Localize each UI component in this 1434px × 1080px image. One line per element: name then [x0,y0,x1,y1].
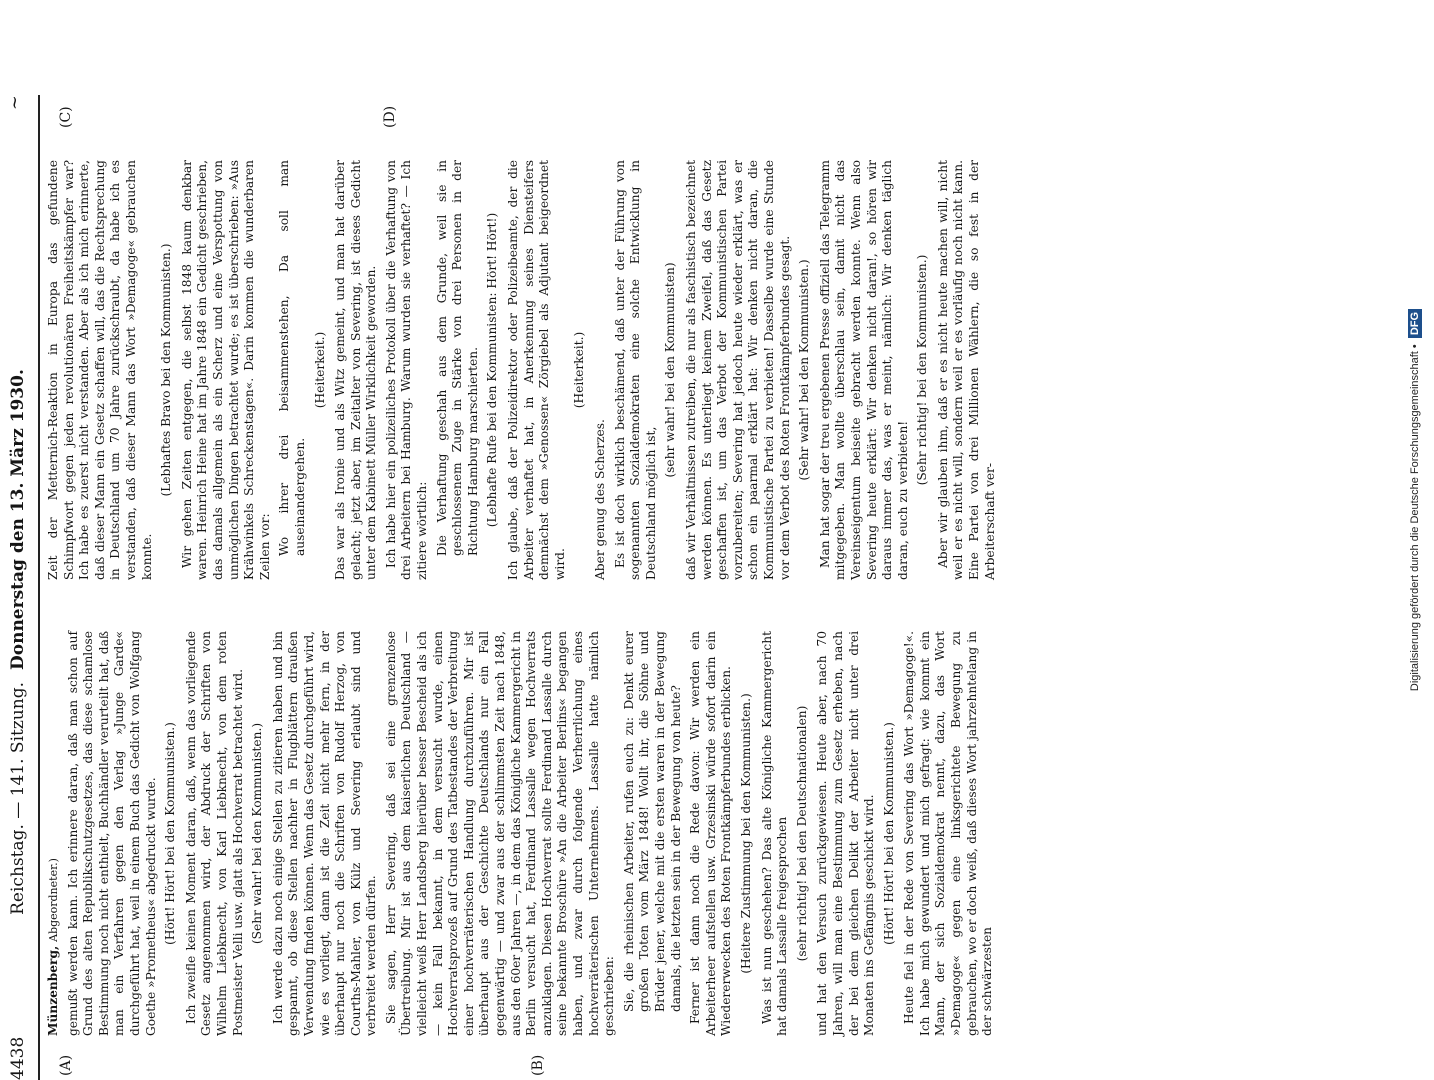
margin-marker-d: (D) [382,105,398,128]
paragraph: Heute fiel in der Rede von Severing das Wort »Demagoge!«. Ich habe mich gewundert und mich gefragt: wie kommt ein Mann, der sich Sozialdemokrat nennt, dazu, das Wort »Demagoge« gegen eine linksgerichtete Bewegung zu gebrauchen, wo er doch weiß, daß dieses Wort jahrzehntelang in der schwärzesten [902,631,995,1036]
speaker-line [46,631,62,1036]
interjection: (Lebhaftes Bravo bei den Kommunisten.) [159,243,174,497]
speaker-name: Münzenberg, [46,945,60,1036]
digitization-credit [1402,8,1428,992]
interjection: (sehr richtig! bei den Deutschnationalen) [794,705,809,962]
interjection: (sehr wahr! bei den Kommunisten) [663,262,678,478]
left-column-body [66,631,996,1036]
paragraph: Ich habe hier ein polizeiliches Protokoll über die Verhaftung von drei Arbeitern bei Hamburg. Warum wurden sie verhaftet? — Ich zitiere wörtlich: [383,160,430,580]
paragraph: Das war als Ironie und als Witz gemeint, und man hat darüber gelacht; jetzt aber, im Zeitalter von Severing, ist dieses Gedicht unter dem Kabinett Müller Wirklichkeit geworden. [333,160,379,580]
paragraph: Ich zweifle keinen Moment daran, daß, wenn das vorliegende Gesetz angenommen wird, der Abdruck der Schriften von Wilhelm Liebknecht, von Karl Liebknecht, von dem roten Postmeister Velli usw. glatt als Hochverrat betrachtet wird. [183,631,245,1036]
corner-mark: ~ [4,95,25,111]
paragraph: Was ist nun geschehen? Das alte Königliche Kammergericht hat damals Lassalle freigesprochen [759,631,790,1036]
paragraph: gemußt werden kann. Ich erinnere daran, daß man schon auf Grund des alten Republikschutzgesetzes, das diese schamlose Bestimmung noch nicht enthielt, Buchhändler verurteilt hat, daß man ein Verfahren gegen den Verlag »Junge Garde« durchgeführt hat, weil in einem Buch das Gedicht von Wolfgang Goethe »Prometheus« abgedruckt wurde. [65,631,158,1036]
interjection: (Heiterkeit.) [312,331,327,409]
quotation: Wo ihrer drei beisammenstehen, Da soll man auseinandergehen. [277,160,307,556]
header-rule [38,95,40,1080]
margin-marker-a: (A) [58,1054,74,1076]
paragraph: Zeit der Metternich-Reaktion in Europa das gefundene Schimpfwort gegen jeden revolutionären Freiheitskämpfer war? Ich habe es zuerst nicht verstanden. Aber als ich mich erinnerte, daß dieser Mann ein Gesetz schaffen will, das die Rechtsprechung in Deutschland um 70 Jahre zurückschraubt, da habe ich es verstanden, daß dieser Mann das Wort »Demagoge« gebrauchen konnte. [46,160,154,580]
interjection: (Sehr wahr! bei den Kommunisten.) [797,259,812,481]
left-text-column [46,631,1000,1036]
interjection: (Hört! Hört! bei den Kommunisten.) [881,722,896,945]
speaker-role: Abgeordneter.) [47,858,60,942]
dfg-logo: DFG [1408,309,1422,338]
page-number: 4438 [8,1036,28,1080]
interjection: (Heiterkeit.) [572,331,587,409]
session-date: Donnerstag den 13. März 1930. [8,369,28,670]
paragraph: Aber genug des Scherzes. [593,419,607,580]
paragraph: Ferner ist dann noch die Rede davon: Wir werden ein Arbeiterheer aufstellen usw. Grzesinski würde sofort darin ein Wiedererwecken des Roten Frontkämpferbundes erblicken. [688,631,734,1036]
credit-text: Digitalisierung gefördert durch die Deutsche Forschungsgemeinschaft • [1409,344,1421,692]
paragraph: Es ist doch wirklich beschämend, daß unter der Führung von sogenannten Sozialdemokraten eine solche Entwicklung in Deutschland möglich ist, [612,160,658,580]
right-text-column [46,160,1002,580]
right-column-body [46,160,998,580]
margin-marker-b: (B) [530,1054,546,1076]
paragraph: Ich werde dazu noch einige Stellen zu zitieren haben und bin gespannt, ob diese Stellen nachher in Flugblättern draußen Verwendung finden können. Wenn das Gesetz durchgeführt wird, wie es vorliegt, dann ist die Zeit nicht mehr fern, in der überhaupt nur noch die Schriften von Rudolf Herzog, von Courths-Mahler, von Külz und Severing erlaubt sind und verbreitet werden dürfen. [270,631,379,1036]
paragraph: Ich glaube, daß der Polizeidirektor oder Polizeibeamte, der die Arbeiter verhaftet hat, in Anerkennung seines Diensteifers demnächst dem »Genossen« Zörgiebel als Adjutant beigeordnet wird. [506,160,567,580]
paragraph: und hat den Versuch zurückgewiesen. Heute aber, nach 70 Jahren, will man eine Bestimmung zum Gesetz erheben, nach der bei dem gleichen Delikt der Arbeiter nicht unter drei Monaten ins Gefängnis geschickt wird. [815,631,877,1036]
paragraph: Wir gehen Zeiten entgegen, die selbst 1848 kaum denkbar waren. Heinrich Heine hat im Jahre 1848 ein Gedicht geschrieben, das damals allgemein als ein Scherz und eine Verspottung von unmöglichen Dingen betrachtet wurde; es ist überschrieben: »Aus Krähwinkels Schreckenstagen«. Darin kommen die wunderbaren Zeilen vor: [179,160,272,580]
interjection: (Heitere Zustimmung bei den Kommunisten.) [738,693,753,974]
interjection: (Sehr richtig! bei den Kommunisten.) [915,254,930,486]
interjection: (Sehr wahr! bei den Kommunisten.) [250,722,265,945]
quotation: Die Verhaftung geschah aus dem Grunde, weil sie in geschlossenem Zuge in Stärke von drei Personen in der Richtung Hamburg marschierten. [434,160,480,556]
paragraph: Man hat sogar der treu ergebenen Presse offiziell das Telegramm mitgegeben. Man wollte überschlau sein, damit nicht das Vereinseigentum beiseite gebracht werden konnte. Wenn also Severing heute erklärt: Wir denken nicht daran!, so hören wir daraus immer das, was er meint, nämlich: Wir denken täglich daran, euch zu verbieten! [817,160,910,580]
interjection: (Lebhafte Rufe bei den Kommunisten: Hört! Hört!) [485,212,500,528]
paragraph: daß wir Verhältnissen zutreiben, die nur als faschistisch bezeichnet werden können. Es unterliegt keinem Zweifel, daß das Gesetz geschaffen ist, um das Verbot der Kommunistischen Partei vorzubereiten; Severing hat jedoch heute wieder erklärt, was er schon ein paarmal erklärt hat: Wir denken nicht daran, die Kommunistische Partei zu verbieten! Dasselbe wurde eine Stunde vor dem Verbot des Roten Frontkämpferbundes gesagt. [683,160,792,580]
interjection: (Hört! Hört! bei den Kommunisten.) [163,722,178,945]
document-page [0,95,1040,1080]
margin-marker-c: (C) [58,106,74,128]
page-header [4,95,38,1080]
paragraph: Sie sagen, Herr Severing, daß sei eine grenzenlose Übertreibung. Mir ist aus dem kaiserlichen Deutschland — vielleicht weiß Herr Landsberg hierüber besser Bescheid als ich — kein Fall bekannt, in dem versucht wurde, einen Hochverratsprozeß auf Grund des Tatbestandes der Verbreitung einer hochverräterischen Handlung durchzuführen. Mir ist überhaupt aus der Geschichte Deutschlands nur ein Fall gegenwärtig — und zwar aus der schlimmsten Zeit nach 1848, aus den 60er Jahren —, in dem das Königliche Kammergericht in Berlin versucht hat, Ferdinand Lassalle wegen Hochverrats anzuklagen. Diesen Hochverrat sollte Ferdinand Lassalle durch seine bekannte Broschüre »An die Arbeiter Berlins« begangen haben, und zwar durch folgende Verherrlichung eines hochverräterischen Unternehmens. Lassalle hatte nämlich geschrieben: [383,631,617,1036]
paragraph: Aber wir glauben ihm, daß er es nicht heute machen will, nicht weil er es nicht will, sondern weil er es vorläufig noch nicht kann. Eine Partei von drei Millionen Wählern, die so fest in der Arbeiterschaft ver- [935,160,997,580]
quotation: Sie, die rheinischen Arbeiter, rufen euch zu: Denkt eurer großen Toten vom März 1848! Wollt ihr, die Söhne und Brüder jener, welche mit die ersten waren in der Bewegung damals, die letzten sein in der Bewegung von heute? [621,631,683,1012]
session-title: Reichstag. — 141. Sitzung. [8,682,28,915]
